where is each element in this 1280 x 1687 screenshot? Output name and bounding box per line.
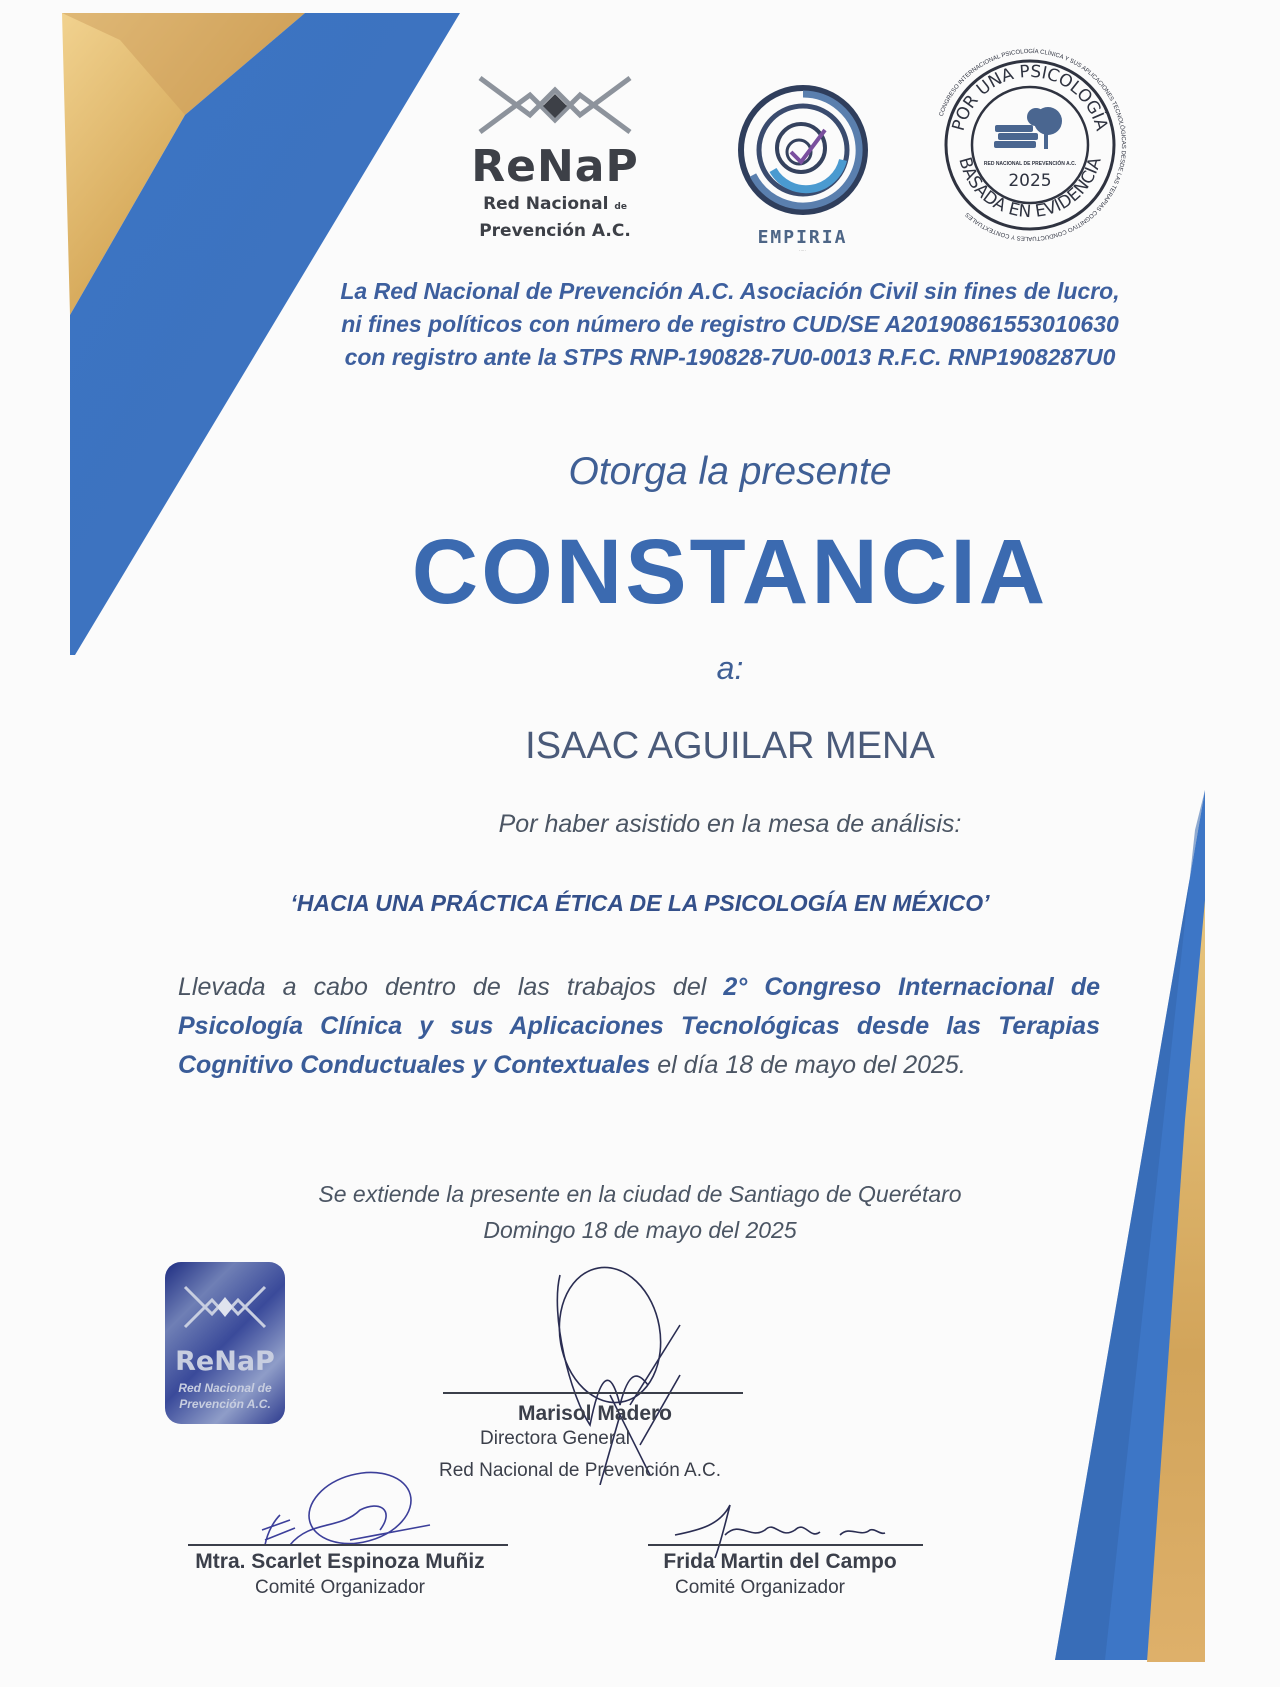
director-role: Directora General <box>480 1428 630 1449</box>
right-signature-line <box>648 1544 923 1546</box>
renap-hologram-seal <box>165 1262 285 1424</box>
issuer-description: La Red Nacional de Prevención A.C. Asociación Civil sin fines de lucro, ni fines políticos con número de registro CUD/SE A20190861553010630 con registro ante la STPS RNP-190828-7U0-0013 R.F.C. RNP1908287U0 <box>340 278 1120 370</box>
empiria-logo <box>710 80 895 253</box>
seal-org-text: RED NACIONAL DE PREVENCIÓN A.C. <box>983 161 1077 167</box>
director-name: Marisol Madero <box>517 1402 673 1425</box>
seal-top-text: POR UNA PSICOLOGÍA <box>948 61 1112 134</box>
director-signature <box>530 1255 730 1485</box>
empiria-wordmark: EMPIRIA <box>757 227 848 248</box>
left-signature-line <box>188 1544 508 1546</box>
event-description-prefix: Llevada a cabo dentro de las trabajos del <box>178 973 724 1001</box>
seal-year: 2025 <box>1008 171 1052 191</box>
books-tree-psi-icon <box>994 107 1062 149</box>
renap-x-diamond-icon <box>180 1282 270 1332</box>
renap-x-diamond-icon <box>470 70 640 140</box>
right-signatory-role: Comité Organizador <box>674 1577 846 1598</box>
issue-place: Se extiende la presente en la ciudad de Santiago de Querétaro <box>318 1181 962 1207</box>
hologram-subtitle <box>165 1380 285 1412</box>
issue-place-date <box>200 1176 1080 1248</box>
left-signatory-role: Comité Organizador <box>254 1577 426 1598</box>
seal-outer-text: CONGRESO INTERNACIONAL PSICOLOGÍA CLÍNICA Y SUS APLICACIONES TECNOLÓGICAS DESDE LAS TERAPIAS COGNITIVO CONDUCTUALES Y CONTEXTUALES <box>938 48 1127 242</box>
renap-subtitle <box>470 192 640 243</box>
left-signatory-name: Mtra. Scarlet Espinoza Muñiz <box>195 1550 485 1573</box>
right-signatory-name: Frida Martin del Campo <box>663 1550 897 1573</box>
hologram-line2: Prevención A.C. <box>179 1397 271 1411</box>
congress-seal <box>930 45 1130 245</box>
renap-logo <box>470 70 640 243</box>
event-name: 2° Congreso Internacional de Psicología Clínica y sus Aplicaciones Tecnológicas desde las Terapias Cognitivo Conductuales y Contextuales <box>178 973 1100 1079</box>
director-organization: Red Nacional de Prevención A.C. <box>439 1460 721 1481</box>
renap-wordmark: ReNaP <box>471 141 639 192</box>
event-description <box>178 968 1100 1085</box>
recipient-prefix: a: <box>716 650 744 686</box>
session-title: ‘HACIA UNA PRÁCTICA ÉTICA DE LA PSICOLOGÍA EN MÉXICO’ <box>290 890 990 916</box>
empiria-tagline: ····· <box>799 248 806 253</box>
left-signature <box>250 1470 440 1555</box>
renap-subtitle-suffix: de <box>614 202 627 212</box>
seal-bottom-text: BASADA EN EVIDENCIA <box>954 155 1106 223</box>
attendance-statement: Por haber asistido en la mesa de análisis: <box>498 810 962 838</box>
event-description-suffix: el día 18 de mayo del 2025. <box>650 1051 966 1079</box>
spiral-check-icon <box>733 80 873 220</box>
director-signature-line <box>443 1392 743 1394</box>
recipient-name: ISAAC AGUILAR MENA <box>525 725 935 767</box>
certificate-title: CONSTANCIA <box>411 521 1049 623</box>
issue-date: Domingo 18 de mayo del 2025 <box>483 1217 797 1243</box>
renap-subtitle-line1: Red Nacional <box>483 194 609 214</box>
otorga-heading: Otorga la presente <box>568 450 892 493</box>
hologram-line1: Red Nacional de <box>178 1381 272 1395</box>
renap-subtitle-line2: Prevención A.C. <box>479 221 631 241</box>
hologram-wordmark: ReNaP <box>175 1346 275 1377</box>
